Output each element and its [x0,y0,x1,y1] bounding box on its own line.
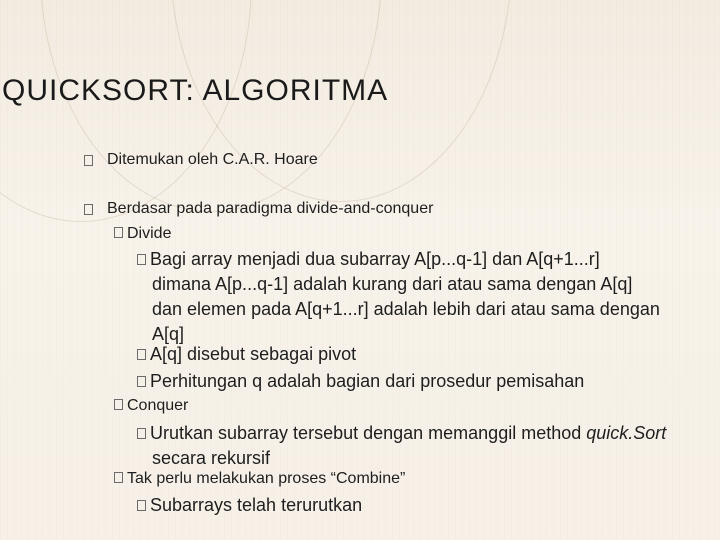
bullet-box-icon [84,204,93,215]
bullet-text-cont: A[q] [152,324,185,344]
bullet-box-icon [137,376,146,387]
bullet-box-icon [137,254,146,265]
bullet-text: Ditemukan oleh C.A.R. Hoare [107,151,318,168]
bullet-box-icon [114,227,123,238]
bullet-box-icon [84,155,93,166]
bullet-text: A[q] disebut sebagai pivot [150,344,357,364]
bullet-text-cont: dimana A[p...q-1] adalah kurang dari atau sama dengan A[q] [152,274,633,294]
bullet-box-icon [137,500,146,511]
bullet-text: Bagi array menjadi dua subarray A[p...q-1] dan A[q+1...r] [150,249,600,269]
divide-point-3 [137,369,584,394]
sub-bullet-divide [114,225,171,243]
bullet-text: Subarrays telah terurutkan [150,495,363,515]
bullet-text: Tak perlu melakukan proses “Combine” [127,470,406,487]
sub-bullet-conquer [114,397,188,415]
bullet-box-icon [137,349,146,360]
bullet-text-cont: secara rekursif [152,448,271,468]
sub-bullet-combine [114,470,405,488]
slide-title: QUICKSORT: ALGORITMA [2,74,389,107]
bullet-box-icon [114,399,123,410]
bullet-text: Conquer [127,397,189,414]
divide-point-2 [137,342,356,367]
bullet-text: Divide [127,225,172,242]
bullet-text: Perhitungan q adalah bagian dari prosedur pemisahan [150,371,585,391]
divide-point-1 [137,247,660,347]
bullet-box-icon [137,428,146,439]
bullet-text: Berdasar pada paradigma divide-and-conquer [107,200,434,217]
method-name: quick.Sort [586,423,667,443]
bullet-text-cont: dan elemen pada A[q+1...r] adalah lebih dari atau sama dengan [152,299,660,319]
combine-point-1 [137,493,362,518]
conquer-point-1 [137,421,666,471]
bullet-box-icon [114,472,123,483]
bullet-text: Urutkan subarray tersebut dengan memanggil method [150,423,587,443]
